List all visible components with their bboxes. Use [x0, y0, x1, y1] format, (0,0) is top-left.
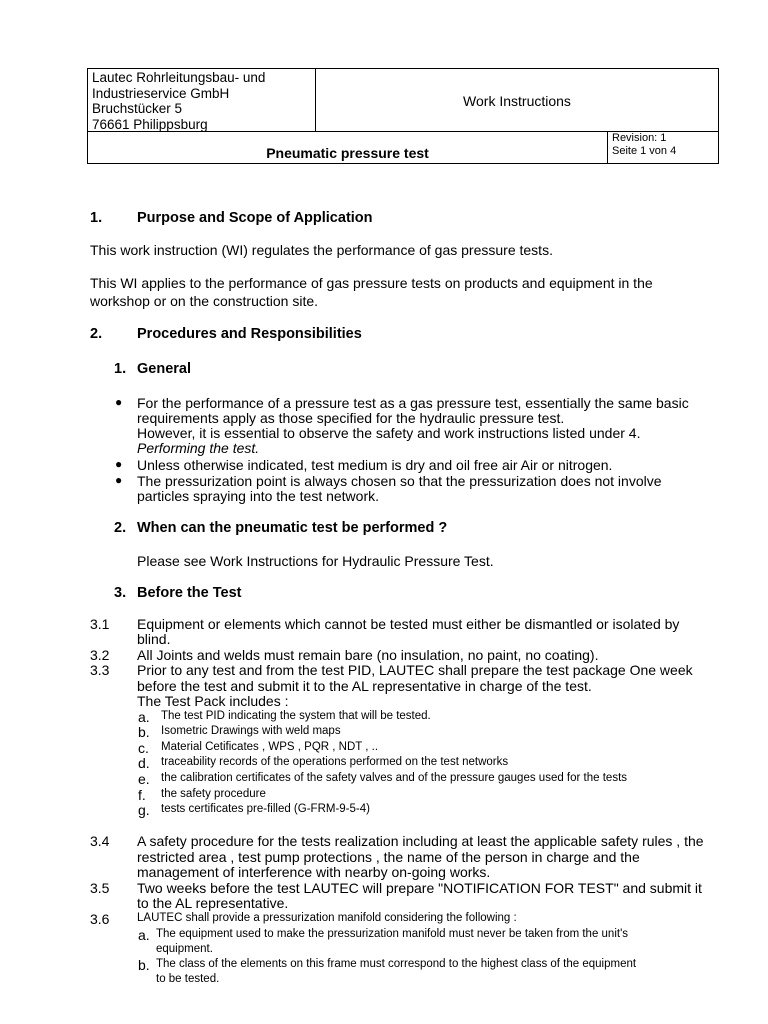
list-item: The class of the elements on this frame must correspond to the highest class of the equipment: [156, 958, 637, 970]
bullet-text: Performing the test.: [137, 440, 260, 456]
list-letter: a.: [138, 927, 150, 943]
paragraph: workshop or on the construction site.: [90, 293, 319, 309]
document-type: Work Instructions: [463, 92, 571, 109]
subsection-number: 3.: [114, 585, 127, 601]
item-text: LAUTEC shall provide a pressurization manifold considering the following :: [137, 912, 517, 924]
subsection-title: General: [137, 361, 191, 377]
list-item: the safety procedure: [161, 788, 266, 800]
subsection-title: Before the Test: [137, 585, 242, 601]
item-text: The Test Pack includes :: [137, 693, 289, 709]
item-text: restricted area , test pump protections , the name of the person in charge and the: [137, 849, 640, 865]
subsection-number: 2.: [114, 520, 127, 536]
page-number: Seite 1 von 4: [612, 145, 677, 157]
item-text: A safety procedure for the tests realization including at least the applicable safety rules , the: [137, 833, 704, 849]
header-table: [87, 68, 719, 164]
revision-info: [608, 131, 718, 165]
item-text: All Joints and welds must remain bare (no insulation, no paint, no coating).: [137, 647, 599, 663]
document-title: Pneumatic pressure test: [88, 131, 608, 163]
section-2-number: 2.: [90, 326, 103, 342]
list-item: Material Cetificates , WPS , PQR , NDT , ..: [161, 741, 379, 753]
list-item: The test PID indicating the system that will be tested.: [161, 710, 431, 722]
list-letter: d.: [138, 755, 150, 771]
list-item: tests certificates pre-filled (G-FRM-9-5-4): [161, 803, 370, 815]
section-1-title: Purpose and Scope of Application: [137, 210, 373, 226]
item-number: 3.6: [90, 911, 110, 927]
list-item: The equipment used to make the pressurization manifold must never be taken from the unit's: [156, 928, 629, 940]
item-text: Prior to any test and from the test PID, LAUTEC shall prepare the test package One week: [137, 662, 693, 678]
item-number: 3.3: [90, 662, 110, 678]
bullet-text: The pressurization point is always chosen so that the pressurization does not involve: [137, 473, 662, 489]
item-text: management of interference with nearby on-going works.: [137, 864, 491, 880]
item-text: Two weeks before the test LAUTEC will prepare "NOTIFICATION FOR TEST" and submit it: [137, 880, 702, 896]
list-letter: b.: [138, 724, 150, 740]
bullet-text: requirements apply as those specified for the hydraulic pressure test.: [137, 410, 565, 426]
company-line: 76661 Philippsburg: [92, 116, 208, 132]
list-item: Isometric Drawings with weld maps: [161, 725, 341, 737]
item-number: 3.1: [90, 616, 110, 632]
list-letter: a.: [138, 709, 150, 725]
list-item: equipment.: [156, 943, 213, 955]
list-item: the calibration certificates of the safety valves and of the pressure gauges used for the tests: [161, 772, 628, 784]
item-number: 3.2: [90, 647, 110, 663]
company-line: Industrieservice GmbH: [92, 85, 230, 101]
bullet-text: For the performance of a pressure test as a gas pressure test, essentially the same basic: [137, 395, 689, 411]
list-letter: g.: [138, 802, 150, 818]
item-text: to the AL representative.: [137, 895, 289, 911]
paragraph: Please see Work Instructions for Hydraulic Pressure Test.: [137, 553, 494, 569]
bullet-icon: ●: [115, 457, 123, 471]
item-text: blind.: [137, 631, 171, 647]
company-line: Lautec Rohrleitungsbau- und: [92, 70, 266, 85]
list-item: traceability records of the operations performed on the test networks: [161, 756, 509, 768]
list-letter: f.: [138, 787, 146, 803]
bullet-text: However, it is essential to observe the safety and work instructions listed under 4.: [137, 425, 641, 441]
company-line: Bruchstücker 5: [92, 101, 183, 116]
item-number: 3.4: [90, 833, 110, 849]
item-text: Equipment or elements which cannot be tested must either be dismantled or isolated by: [137, 616, 680, 632]
bullet-text: particles spraying into the test network.: [137, 488, 380, 504]
paragraph: This WI applies to the performance of gas pressure tests on products and equipment in the: [90, 275, 653, 291]
section-2-title: Procedures and Responsibilities: [137, 326, 362, 342]
bullet-icon: ●: [115, 473, 123, 487]
bullet-icon: ●: [115, 395, 123, 409]
company-address: [88, 69, 316, 132]
item-number: 3.5: [90, 880, 110, 896]
bullet-text: Unless otherwise indicated, test medium is dry and oil free air Air or nitrogen.: [137, 457, 613, 473]
list-letter: e.: [138, 771, 150, 787]
subsection-title: When can the pneumatic test be performed ?: [137, 520, 448, 536]
paragraph: This work instruction (WI) regulates the performance of gas pressure tests.: [90, 242, 553, 258]
revision: Revision: 1: [612, 132, 667, 144]
list-letter: b.: [138, 957, 150, 973]
list-letter: c.: [138, 740, 149, 756]
item-text: before the test and submit it to the AL representative in charge of the test.: [137, 678, 592, 694]
section-1-number: 1.: [90, 210, 103, 226]
list-item: to be tested.: [156, 973, 220, 985]
subsection-number: 1.: [114, 361, 127, 377]
